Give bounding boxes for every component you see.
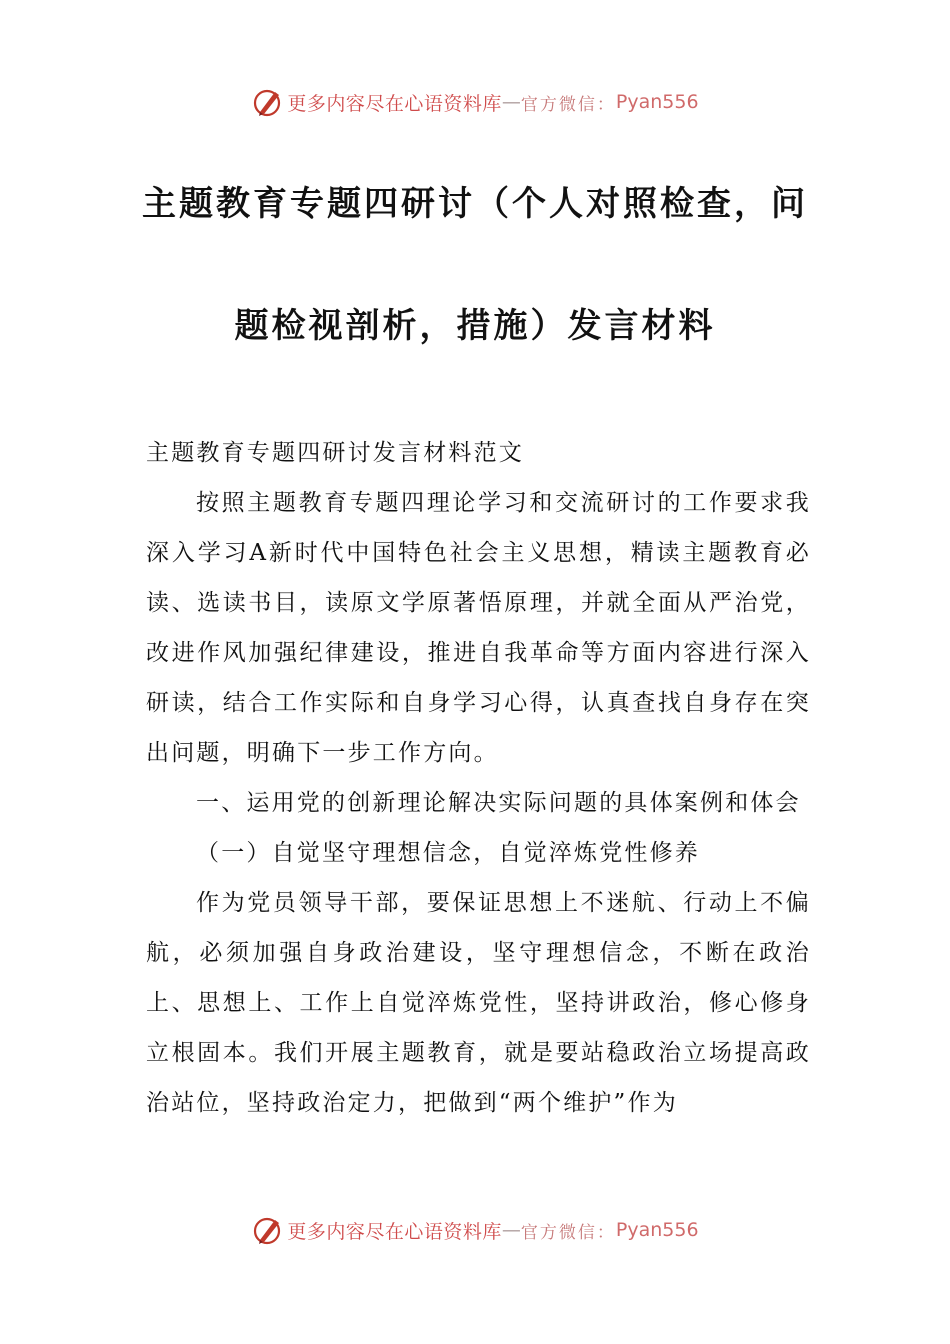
document-body — [146, 428, 811, 1128]
watermark-dash: — — [501, 1219, 521, 1241]
document-title-line-1: 主题教育专题四研讨（个人对照检查，问 — [142, 184, 808, 224]
document-title-line-2: 题检视剖析，措施）发言材料 — [234, 306, 716, 346]
watermark-wechat-id: Pyan556 — [615, 91, 699, 113]
body-paragraph-1: 作为党员领导干部，要保证思想上不迷航、行动上不偏航，必须加强自身政治建设，坚守理想信念，不断在政治上、思想上、工作上自觉淬炼党性，坚持讲政治，修心修身立根固本。我们开展主题教育，就是要站稳政治立场提高政治站位，坚持政治定力，把做到“两个维护”作为 — [146, 890, 811, 1116]
section-heading-1: 一、运用党的创新理论解决实际问题的具体案例和体会 — [196, 790, 801, 816]
watermark-dash: — — [501, 91, 521, 113]
watermark-brand-text: 更多内容尽在心语资料库 — [287, 1220, 502, 1243]
pen-logo-icon — [251, 85, 285, 119]
watermark-wechat-id: Pyan556 — [615, 1219, 699, 1241]
intro-paragraph: 按照主题教育专题四理论学习和交流研讨的工作要求我深入学习A新时代中国特色社会主义思想，精读主题教育必读、选读书目，读原文学原著悟原理，并就全面从严治党，改进作风加强纪律建设，推进自我革命等方面内容进行深入研读，结合工作实际和自身学习心得，认真查找自身存在突出问题，明确下一步工作方向。 — [146, 490, 811, 766]
watermark-label: 官方微信： — [520, 1222, 616, 1243]
document-subtitle: 主题教育专题四研讨发言材料范文 — [146, 440, 524, 466]
footer-watermark — [0, 1210, 950, 1250]
watermark-brand-text: 更多内容尽在心语资料库 — [287, 92, 502, 115]
watermark-label: 官方微信： — [520, 94, 616, 115]
pen-logo-icon — [251, 1213, 285, 1247]
header-watermark — [0, 82, 950, 122]
subsection-heading-1: （一）自觉坚守理想信念，自觉淬炼党性修养 — [196, 840, 700, 866]
